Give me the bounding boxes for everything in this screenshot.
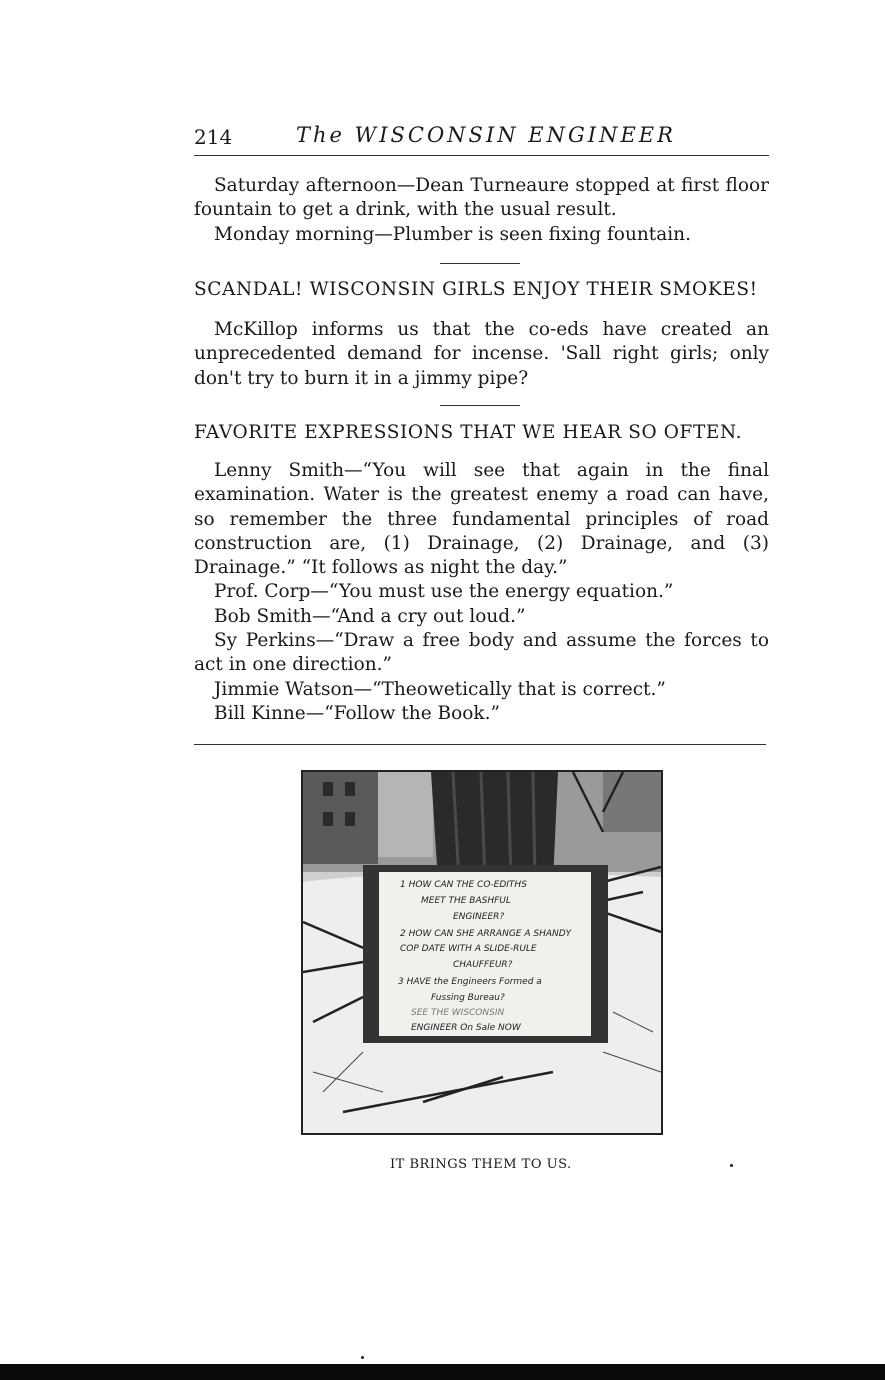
paragraph: Jimmie Watson—“Theowetically that is correct.” [214, 678, 666, 700]
paragraph: Lenny Smith—“You will see that again in the final examination. Water is the greatest enemy a road can have, so remember the three fundamental principles of road construction are, (1) Drainage, (2) Drainage, and (3) Drainage.” “It follows as night the day.” [194, 460, 769, 579]
heading-scandal: SCANDAL! WISCONSIN GIRLS ENJOY THEIR SMOKES! [194, 279, 758, 300]
paragraph: Saturday afternoon—Dean Turneaure stopped at first floor fountain to get a drink, with the usual result. [194, 175, 769, 221]
section-divider [440, 405, 520, 406]
paragraph: Monday morning—Plumber is seen fixing fountain. [214, 223, 691, 245]
sign-line: ENGINEER? [453, 912, 505, 922]
sign-line: ENGINEER On Sale NOW [411, 1023, 521, 1033]
paragraph: McKillop informs us that the co-eds have created an unprecedented demand for incense. 'Sall right girls; only don't try to burn it in a jimmy pipe? [194, 319, 769, 389]
page-number: 214 [194, 125, 233, 149]
header-rule [194, 155, 769, 156]
bottom-scan-edge [0, 1364, 885, 1380]
paragraph: Sy Perkins—“Draw a free body and assume the forces to act in one direction.” [194, 630, 769, 676]
sign-line: CHAUFFEUR? [453, 960, 513, 970]
sign-line: SEE THE WISCONSIN [411, 1008, 505, 1018]
speck [730, 1164, 733, 1167]
speck [361, 1356, 364, 1359]
paragraph: Bob Smith—“And a cry out loud.” [214, 605, 526, 627]
paragraph: Bill Kinne—“Follow the Book.” [214, 702, 500, 724]
paragraph: Prof. Corp—“You must use the energy equation.” [214, 581, 674, 603]
section-expressions [194, 459, 769, 726]
sign-line: MEET THE BASHFUL [421, 896, 511, 906]
running-title: The WISCONSIN ENGINEER [296, 123, 676, 147]
photo-caption: IT BRINGS THEM TO US. [390, 1157, 572, 1172]
sign-line: 2 HOW CAN SHE ARRANGE A SHANDY [400, 929, 572, 939]
sign-line: COP DATE WITH A SLIDE-RULE [400, 944, 537, 954]
sign-line: 1 HOW CAN THE CO-EDITHS [400, 880, 527, 890]
sign-line: 3 HAVE the Engineers Formed a [398, 977, 542, 987]
section-end-rule [194, 744, 766, 745]
photo [301, 770, 663, 1135]
section-scandal [194, 318, 769, 391]
section-fountain [194, 174, 769, 247]
section-divider [440, 263, 520, 264]
heading-expressions: FAVORITE EXPRESSIONS THAT WE HEAR SO OFTEN. [194, 422, 743, 443]
sign-line: Fussing Bureau? [431, 993, 505, 1003]
